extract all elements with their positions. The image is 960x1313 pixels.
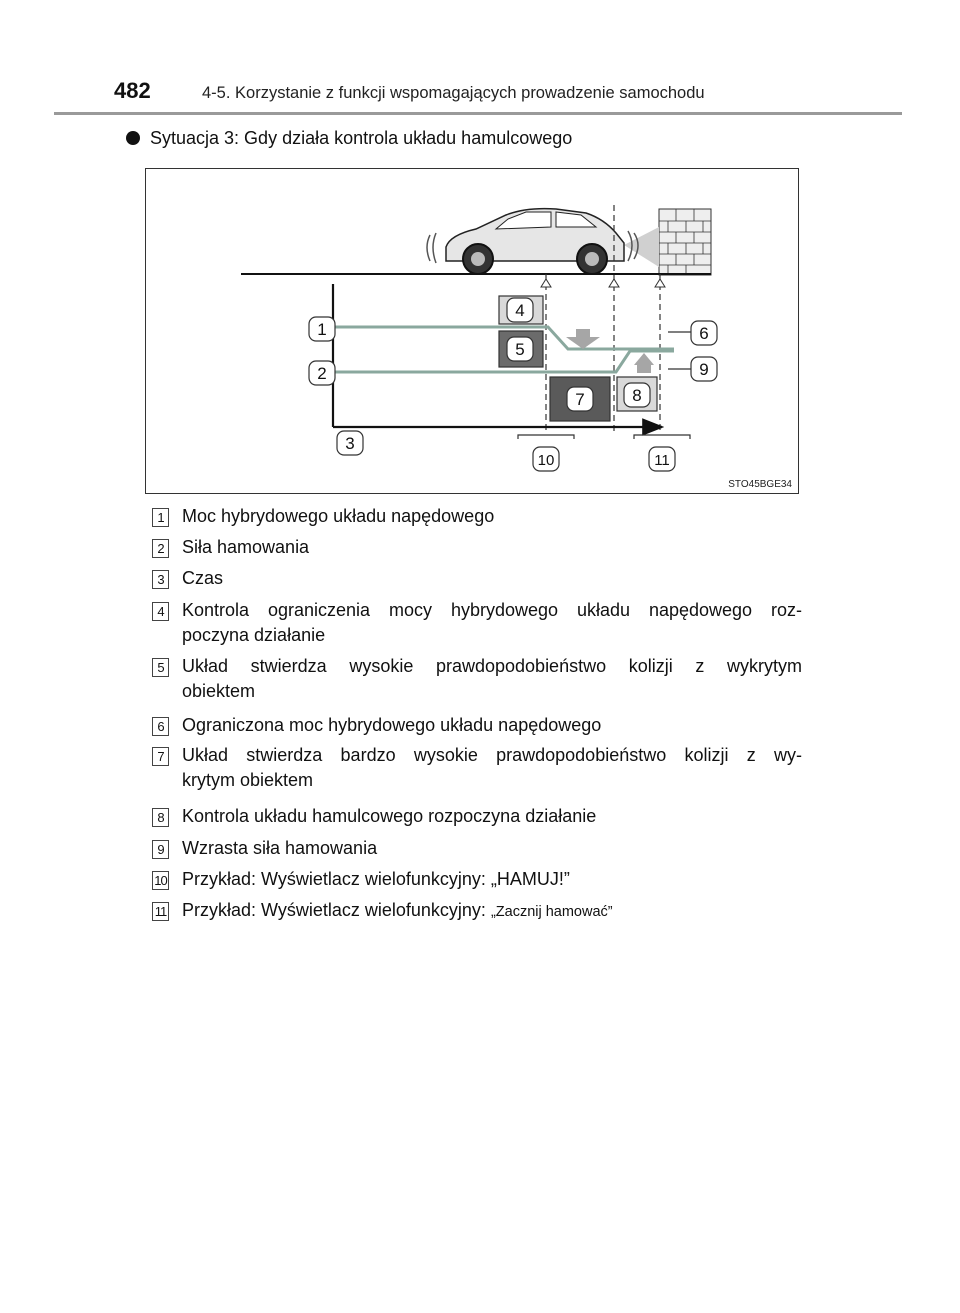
legend-text: Przykład: Wyświetlacz wielofunkcyjny: „HAMUJ!” [182,869,570,889]
bracket-10 [518,435,574,439]
legend-number: 4 [152,602,169,621]
legend-number: 9 [152,840,169,859]
svg-text:6: 6 [699,324,709,343]
legend-text: Wzrasta siła hamowania [182,838,378,858]
section-title: Sytuacja 3: Gdy działa kontrola układu hamulcowego [150,128,573,148]
legend-number: 7 [152,747,169,766]
legend-text: Siła hamowania [182,537,310,557]
marker-triangle-3 [655,279,665,287]
marker-triangle-2 [609,279,619,287]
callout-8 [624,383,650,407]
legend-text: Kontrola ograniczenia mocy hybrydowego układu napędowego roz- poczyna działanie [182,600,802,645]
legend-text: Czas [182,568,224,588]
svg-text:11: 11 [654,452,670,469]
legend-text: Układ stwierdza wysokie prawdopodobieństwo kolizji z wykrytym obiektem [182,656,802,701]
svg-text:3: 3 [345,434,355,453]
page-number: 482 [114,78,151,103]
legend-number: 2 [152,539,169,558]
section-heading [126,128,572,149]
callout-3 [337,431,363,455]
svg-text:7: 7 [575,390,585,409]
callout-7 [567,387,593,411]
callout-9 [691,357,717,381]
svg-text:1: 1 [317,320,327,339]
legend-text: Ograniczona moc hybrydowego układu napędowego [182,715,602,735]
svg-text:4: 4 [515,301,525,320]
legend-text: Przykład: Wyświetlacz wielofunkcyjny: „Zacznij hamować” [182,900,613,920]
callout-11 [649,447,675,471]
callout-2 [309,361,335,385]
callout-10 [533,447,559,471]
legend-number: 3 [152,570,169,589]
legend-text: Moc hybrydowego układu napędowego [182,506,495,526]
legend-number: 11 [152,902,169,921]
svg-text:10: 10 [537,452,555,469]
legend-number: 8 [152,808,169,827]
bracket-11 [634,435,690,439]
svg-text:8: 8 [632,386,642,405]
chapter-title: 4-5. Korzystanie z funkcji wspomagających prowadzenie samochodu [202,84,705,102]
svg-text:9: 9 [699,360,709,379]
power-down-arrow [566,329,600,349]
callout-1 [309,317,335,341]
braking-diagram [145,168,799,494]
legend-number: 5 [152,658,169,677]
callout-6 [691,321,717,345]
diagram-svg [146,169,800,495]
callout-5 [507,337,533,361]
legend-text: Układ stwierdza bardzo wysokie prawdopodobieństwo kolizji z wy- krytym obiektem [182,745,802,790]
legend-text: Kontrola układu hamulcowego rozpoczyna działanie [182,806,597,826]
callout-4 [507,298,533,322]
svg-text:2: 2 [317,364,327,383]
page-header [54,70,902,115]
braking-up-arrow [634,353,654,373]
marker-triangle-1 [541,279,551,287]
car-icon [427,209,638,274]
bullet-icon [126,131,140,145]
legend-number: 1 [152,508,169,527]
figure-code: STO45BGE34 [728,479,792,490]
svg-text:5: 5 [515,340,525,359]
legend-number: 10 [152,871,169,890]
wall-icon [659,209,711,275]
legend-number: 6 [152,717,169,736]
